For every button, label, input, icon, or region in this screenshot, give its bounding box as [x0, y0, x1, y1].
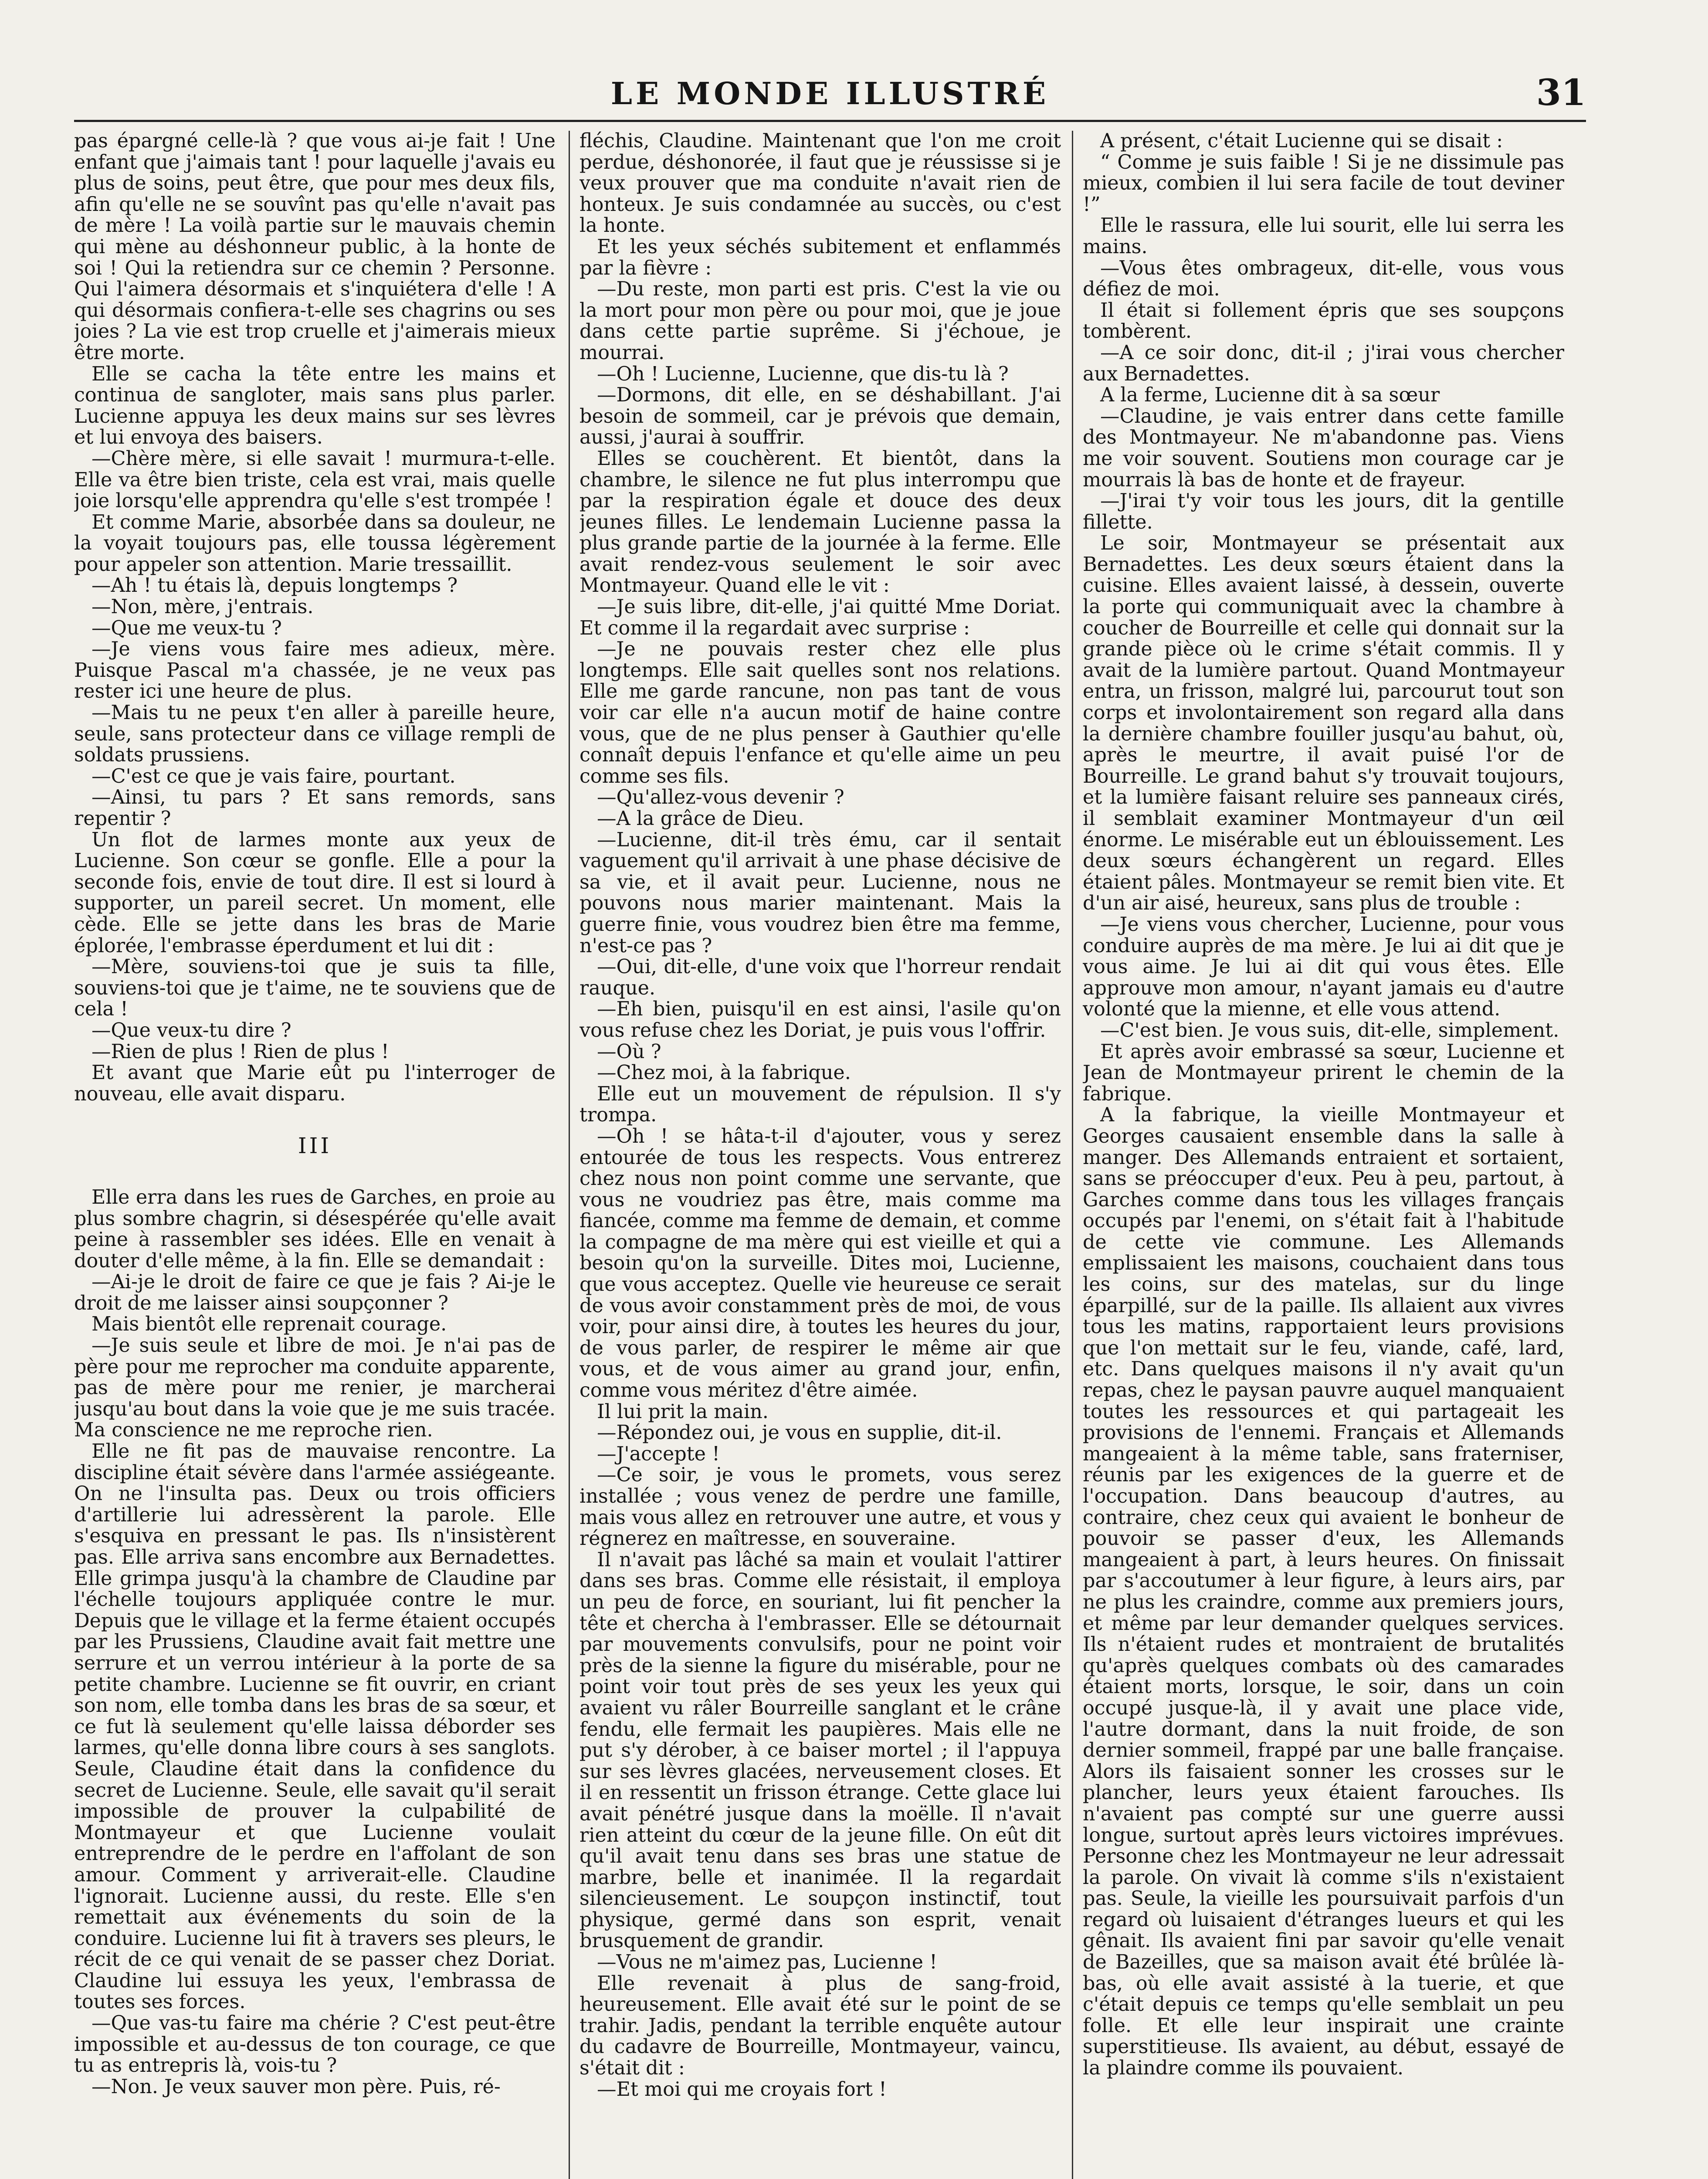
- article-paragraph: Elles se couchèrent. Et bientôt, dans la chambre, le silence ne fut plus interrompu que par la respiration égale et douce des deux jeunes filles. Le lendemain Lucienne passa la plus grande partie de la journée à la ferme. Elle avait rendez-vous seulement le soir avec Montmayeur. Quand elle le vit :: [580, 447, 1061, 597]
- article-paragraph: —Du reste, mon parti est pris. C'est la vie ou la mort pour mon père ou pour moi, que je joue dans cette partie suprême. Si j'échoue, je mourrai.: [580, 278, 1061, 364]
- article-paragraph: Elle revenait à plus de sang-froid, heureusement. Elle avait été sur le point de se trahir. Jadis, pendant la terrible enquête autour du cadavre de Bourreille, Montmayeur, vaincu, s'était dit :: [580, 1972, 1061, 2080]
- article-paragraph: “ Comme je suis faible ! Si je ne dissimule pas mieux, combien il lui sera facile de tout deviner !”: [1083, 151, 1564, 216]
- article-paragraph: —Je viens vous chercher, Lucienne, pour vous conduire auprès de ma mère. Je lui ai dit que je vous aime. Je lui ai dit qui vous êtes. Elle approuve mon amour, n'ayant jamais eu d'autre volonté que la mienne, et elle vous attend.: [1083, 913, 1564, 1021]
- article-paragraph: —Ai-je le droit de faire ce que je fais ? Ai-je le droit de me laisser ainsi soupçonner ?: [74, 1271, 556, 1314]
- article-paragraph: —Où ?: [597, 1040, 661, 1063]
- article-paragraph: —Eh bien, puisqu'il en est ainsi, l'asile qu'on vous refuse chez les Doriat, je puis vous l'offrir.: [580, 998, 1061, 1042]
- article-paragraph: —Que veux-tu dire ?: [92, 1019, 291, 1042]
- article-paragraph: A la fabrique, la vieille Montmayeur et Georges causaient ensemble dans la salle à manger. Des Allemands entraient et sortaient, sans se préoccuper d'eux. Peu à peu, partout, à Garches comme dans tous les villages français occupés par l'enemi, on s'était fait à l'habitude de cette vie commune. Les Allemands emplissaient les maisons, couchaient dans tous les coins, sur des matelas, sur du linge éparpillé, sur de la paille. Ils allaient aux vivres tous les matins, rapportaient leurs provisions que l'on mettait sur le feu, viande, café, lard, etc. Dans quelques maisons il n'y avait qu'un repas, chez le paysan pauvre auquel manquaient toutes les ressources et qui partageait les provisions de l'ennemi. Français et Allemands mangeaient à la même table, sans fraterniser, réunis par les exigences de la guerre et de l'occupation. Dans beaucoup d'autres, au contraire, chez ceux qui avaient le bonheur de pouvoir se passer d'eux, les Allemands mangeaient à part, à leurs heures. On finissait par s'accoutumer à leur figure, à leurs airs, par ne plus les craindre, comme aux premiers jours, et même par leur demander quelques services. Ils n'étaient rudes et montraient de brutalités qu'après quelques combats où des camarades étaient morts, lorsque, le soir, dans un coin occupé jusque-là, il y avait une place vide, l'autre dormant, dans la nuit froide, de son dernier sommeil, frappé par une balle française. Alors ils faisaient sonner les crosses sur le plancher, leurs yeux étaient farouches. Ils n'avaient pas compté sur une guerre aussi longue, surtout après leurs victoires imprévues. Personne chez les Montmayeur ne leur adressait la parole. On vivait là comme s'ils n'existaient pas. Seule, la vieille les poursuivait parfois d'un regard où luisaient d'étranges lueurs et qui les gênait. Ils avaient fini par savoir qu'elle venait de Bazeilles, que sa maison avait été brûlée là-bas, où elle avait assisté à la tuerie, et que c'était depuis ce temps qu'elle semblait un peu folle. Et elle leur inspirait une crainte superstitieuse. Ils avaient, au début, essayé de la plaindre comme ils pouvaient.: [1083, 1104, 1564, 2080]
- article-paragraph: —J'accepte !: [597, 1442, 720, 1465]
- article-paragraph: Et après avoir embrassé sa sœur, Lucienne et Jean de Montmayeur prirent le chemin de la fabrique.: [1083, 1040, 1564, 1105]
- article-paragraph: —Que me veux-tu ?: [92, 617, 282, 639]
- article-paragraph: Elle erra dans les rues de Garches, en proie au plus sombre chagrin, si désespérée qu'elle avait peine à rassembler ses idées. Elle en venait à douter d'elle même, à la fin. Elle se demandait :: [74, 1186, 556, 1272]
- article-paragraph: —Vous ne m'aimez pas, Lucienne !: [597, 1951, 937, 1974]
- article-paragraph: —C'est bien. Je vous suis, dit-elle, simplement.: [1100, 1019, 1559, 1042]
- article-paragraph: —Claudine, je vais entrer dans cette famille des Montmayeur. Ne m'abandonne pas. Viens me voir souvent. Soutiens mon courage car je mourrais là bas de honte et de frayeur.: [1083, 405, 1564, 491]
- article-paragraph: —Répondez oui, je vous en supplie, dit-il.: [597, 1422, 1002, 1444]
- article-paragraph: —Je suis libre, dit-elle, j'ai quitté Mme Doriat. Et comme il la regardait avec surprise :: [580, 596, 1061, 639]
- article-paragraph: —Mère, souviens-toi que je suis ta fille, souviens-toi que je t'aime, ne te souviens que de cela !: [74, 956, 556, 1021]
- article-paragraph: A présent, c'était Lucienne qui se disait :: [1100, 131, 1503, 152]
- article-paragraph: —Je ne pouvais rester chez elle plus longtemps. Elle sait quelles sont nos relations. Elle me garde rancune, non pas tant de vous voir car elle n'a aucun motif de haine contre vous, que de ne plus penser à Gauthier qu'elle connaît depuis l'enfance et qu'elle aime un peu comme ses fils.: [580, 638, 1061, 787]
- column-1: [74, 131, 556, 2179]
- article-paragraph: Le soir, Montmayeur se présentait aux Bernadettes. Les deux sœurs étaient dans la cuisine. Elles avaient laissé, à dessein, ouverte la porte qui communiquait avec la chambre à coucher de Bourreille et celle qui donnait sur la grande pièce où le crime s'était commis. Il y avait de la lumière partout. Quand Montmayeur entra, un frisson, malgré lui, parcourut tout son corps et involontairement son regard alla dans la dernière chambre fouiller jusqu'au bahut, où, après le meurtre, il avait puisé l'or de Bourreille. Le grand bahut s'y trouvait toujours, et la lumière faisant reluire ses panneaux cirés, il semblait examiner Montmayeur d'un œil énorme. Le misérable eut un éblouissement. Les deux sœurs échangèrent un regard. Elles étaient pâles. Montmayeur se remit bien vite. Et d'un air aisé, heureux, sans plus de trouble :: [1083, 532, 1564, 915]
- article-paragraph: —Rien de plus ! Rien de plus !: [92, 1040, 389, 1063]
- article-paragraph: —Oh ! Lucienne, Lucienne, que dis-tu là ?: [597, 363, 1009, 385]
- article-paragraph: —Qu'allez-vous devenir ?: [597, 786, 844, 809]
- article-paragraph: —A ce soir donc, dit-il ; j'irai vous chercher aux Bernadettes.: [1083, 341, 1564, 385]
- article-paragraph: pas épargné celle-là ? que vous ai-je fait ! Une enfant que j'aimais tant ! pour laquelle j'avais eu plus de soins, peut être, que pour mes deux fils, afin qu'elle ne se souvînt pas qu'elle n'avait pas de mère ! La voilà partie sur le mauvais chemin qui mène au déshonneur public, à la honte de soi ! Qui la retiendra sur ce chemin ? Personne. Qui l'aimera désormais et s'inquiétera d'elle ! A qui désormais confiera-t-elle ses chagrins ou ses joies ? La vie est trop cruelle et j'aimerais mieux être morte.: [74, 131, 556, 364]
- column-2: [580, 131, 1061, 2179]
- column-rule: [1072, 131, 1073, 2179]
- article-paragraph: —Vous êtes ombrageux, dit-elle, vous vous défiez de moi.: [1083, 257, 1564, 301]
- article-paragraph: Et avant que Marie eût pu l'interroger de nouveau, elle avait disparu.: [74, 1062, 556, 1105]
- article-paragraph: Elle se cacha la tête entre les mains et continua de sangloter, mais sans plus parler. Lucienne appuya les deux mains sur ses lèvres et lui envoya des baisers.: [74, 363, 556, 449]
- article-paragraph: Il n'avait pas lâché sa main et voulait l'attirer dans ses bras. Comme elle résistait, il employa un peu de force, en souriant, lui fit pencher la tête et chercha à l'embrasser. Elle se détournait par mouvements convulsifs, pour ne point voir près de la sienne la figure du misérable, pour ne point voir tout près de ses yeux les yeux qui avaient vu râler Bourreille sanglant et le crâne fendu, elle fermait les paupières. Mais elle ne put s'y dérober, à ce baiser mortel ; il l'appuya sur ses lèvres glacées, nerveusement closes. Et il en ressentit un frisson étrange. Cette glace lui avait pénétré jusque dans la moëlle. Il n'avait rien atteint du cœur de la jeune fille. On eût dit qu'il avait tenu dans ses bras une statue de marbre, belle et inanimée. Il la regardait silencieusement. Le soupçon instinctif, tout physique, germé dans son esprit, venait brusquement de grandir.: [580, 1548, 1061, 1952]
- article-paragraph: Et les yeux séchés subitement et enflammés par la fièvre :: [580, 235, 1061, 279]
- article-paragraph: —A la grâce de Dieu.: [597, 808, 804, 830]
- section-number: III: [298, 1133, 332, 1159]
- article-paragraph: —Lucienne, dit-il très ému, car il sentait vaguement qu'il arrivait à une phase décisive de sa vie, et il avait peur. Lucienne, nous ne pouvons nous marier maintenant. Mais la guerre finie, vous voudrez bien être ma femme, n'est-ce pas ?: [580, 828, 1061, 957]
- article-paragraph: —Chez moi, à la fabrique.: [597, 1062, 851, 1084]
- article-paragraph: —Oh ! se hâta-t-il d'ajouter, vous y serez entourée de tous les respects. Vous entrerez chez nous non point comme une servante, que vous ne voudriez pas être, mais comme ma fiancée, comme ma femme de demain, et comme la compagne de ma mère qui est vieille et qui a besoin qu'on la surveille. Dites moi, Lucienne, que vous acceptez. Quelle vie heureuse ce serait de vous avoir constamment près de moi, de vous voir, pour ainsi dire, à toutes les heures du jour, de vous parler, de respirer le même air que vous, et de vous aimer au grand jour, enfin, comme vous méritez d'être aimée.: [580, 1125, 1061, 1402]
- page-header: [74, 72, 1586, 122]
- page-number: 31: [1536, 72, 1586, 114]
- article-paragraph: —Ainsi, tu pars ? Et sans remords, sans repentir ?: [74, 786, 556, 830]
- article-paragraph: —Je viens vous faire mes adieux, mère. Puisque Pascal m'a chassée, je ne veux pas rester ici une heure de plus.: [74, 638, 556, 703]
- article-paragraph: —Ce soir, je vous le promets, vous serez installée ; vous venez de perdre une famille, mais vous allez en retrouver une autre, et vous y régnerez en maîtresse, en souveraine.: [580, 1464, 1061, 1550]
- article-paragraph: —Oui, dit-elle, d'une voix que l'horreur rendait rauque.: [580, 956, 1061, 999]
- article-paragraph: —Mais tu ne peux t'en aller à pareille heure, seule, sans protecteur dans ce village rempli de soldats prussiens.: [74, 702, 556, 767]
- article-paragraph: —Non, mère, j'entrais.: [92, 596, 314, 618]
- article-paragraph: —Je suis seule et libre de moi. Je n'ai pas de père pour me reprocher ma conduite apparente, pas de mère pour me renier, je marcherai jusqu'au bout dans la voie que je me suis tracée. Ma conscience ne me reproche rien.: [74, 1334, 556, 1442]
- column-rule: [569, 131, 570, 2179]
- article-paragraph: —Ah ! tu étais là, depuis longtemps ?: [92, 574, 458, 597]
- article-paragraph: Un flot de larmes monte aux yeux de Lucienne. Son cœur se gonfle. Elle a pour la seconde fois, envie de tout dire. Il est si lourd à supporter, un pareil secret. Un moment, elle cède. Elle se jette dans les bras de Marie éplorée, l'embrasse éperdument et lui dit :: [74, 828, 556, 957]
- article-paragraph: Il lui prit la main.: [597, 1400, 769, 1423]
- article-paragraph: —Et moi qui me croyais fort !: [597, 2078, 887, 2101]
- article-paragraph: —J'irai t'y voir tous les jours, dit la gentille fillette.: [1083, 490, 1564, 533]
- article-paragraph: Il était si follement épris que ses soupçons tombèrent.: [1083, 299, 1564, 343]
- column-3: [1083, 131, 1564, 2179]
- article-paragraph: —Non. Je veux sauver mon père. Puis, ré-: [92, 2075, 501, 2098]
- article-paragraph: Elle le rassura, elle lui sourit, elle lui serra les mains.: [1083, 214, 1564, 258]
- newspaper-title: LE MONDE ILLUSTRÉ: [610, 75, 1050, 112]
- article-paragraph: A la ferme, Lucienne dit à sa sœur: [1100, 384, 1440, 407]
- article-paragraph: —C'est ce que je vais faire, pourtant.: [92, 765, 456, 787]
- article-paragraph: —Que vas-tu faire ma chérie ? C'est peut-être impossible et au-dessus de ton courage, ce que tu as entrepris là, vois-tu ?: [74, 2012, 556, 2077]
- article-paragraph: Elle ne fit pas de mauvaise rencontre. La discipline était sévère dans l'armée assiégeante. On ne l'insulta pas. Deux ou trois officiers d'artillerie lui adressèrent la parole. Elle s'esquiva en pressant le pas. Ils n'insistèrent pas. Elle arriva sans encombre aux Bernadettes. Elle grimpa jusqu'à la chambre de Claudine par l'échelle toujours appliquée contre le mur. Depuis que le village et la ferme étaient occupés par les Prussiens, Claudine avait fait mettre une serrure et un verrou intérieur à la porte de sa petite chambre. Lucienne se fit ouvrir, en criant son nom, elle tomba dans les bras de sa sœur, et ce fut là seulement qu'elle laissa déborder ses larmes, qu'elle donna libre cours à ses sanglots. Seule, Claudine était dans la confidence du secret de Lucienne. Seule, elle savait qu'il serait impossible de prouver la culpabilité de Montmayeur et que Lucienne voulait entreprendre de le perdre en l'affolant de son amour. Comment y arriverait-elle. Claudine l'ignorait. Lucienne aussi, du reste. Elle s'en remettait aux événements du soin de la conduire. Lucienne lui fit à travers ses pleurs, le récit de ce qui venait de se passer chez Doriat. Claudine lui essuya les yeux, l'embrassa de toutes ses forces.: [74, 1440, 556, 2013]
- article-paragraph: Mais bientôt elle reprenait courage.: [92, 1313, 447, 1336]
- article-paragraph: —Dormons, dit elle, en se déshabillant. J'ai besoin de sommeil, car je prévois que demain, aussi, j'aurai à souffrir.: [580, 384, 1061, 449]
- article-paragraph: Elle eut un mouvement de répulsion. Il s'y trompa.: [580, 1083, 1061, 1127]
- article-paragraph: —Chère mère, si elle savait ! murmura-t-elle. Elle va être bien triste, cela est vrai, mais quelle joie lorsqu'elle apprendra qu'elle s'est trompée !: [74, 447, 556, 513]
- article-paragraph: fléchis, Claudine. Maintenant que l'on me croit perdue, déshonorée, il faut que je réussisse si je veux prouver que ma conduite n'avait rien de honteux. Je suis condamnée au succès, ou c'est la honte.: [580, 131, 1061, 237]
- article-paragraph: Et comme Marie, absorbée dans sa douleur, ne la voyait toujours pas, elle toussa légèrement pour appeler son attention. Marie tressaillit.: [74, 511, 556, 576]
